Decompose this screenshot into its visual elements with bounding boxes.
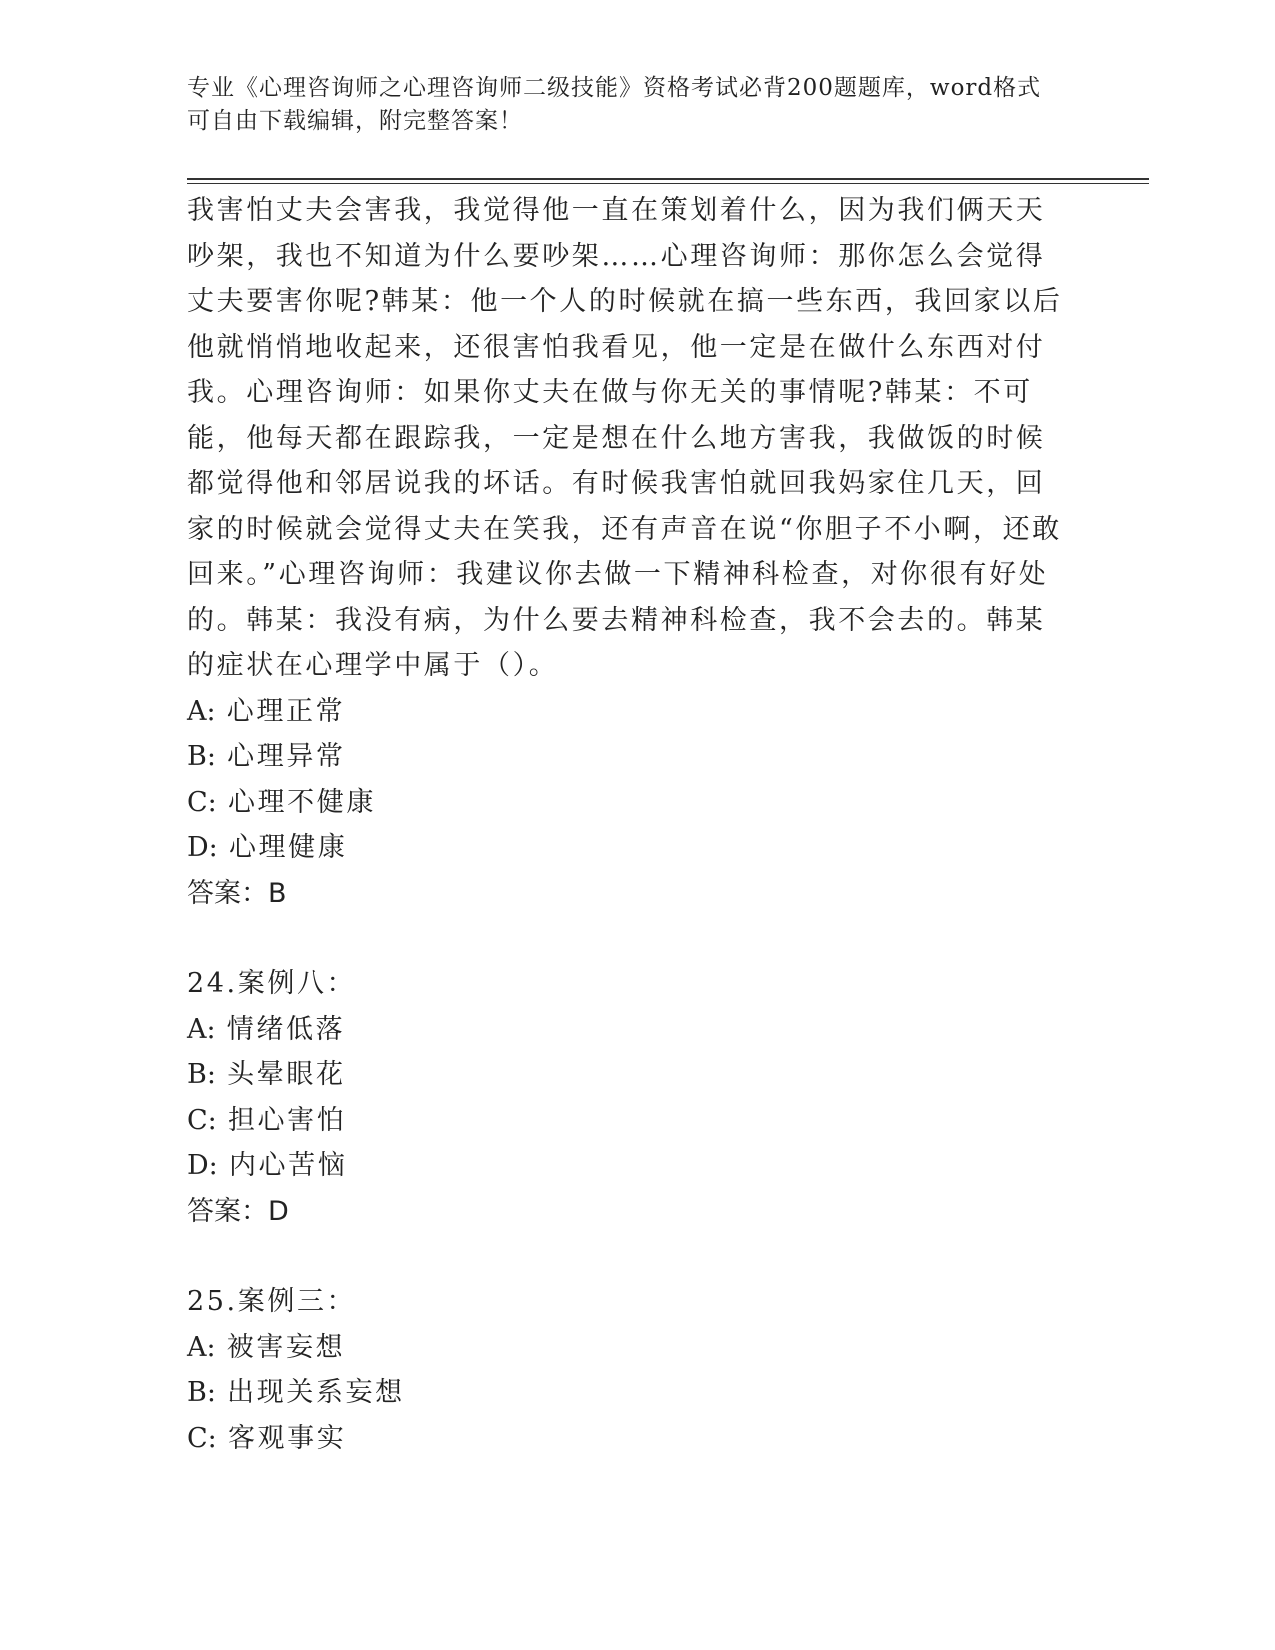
option-letter: A: <box>187 1013 216 1045</box>
option-text: 被害妄想 <box>226 1331 346 1363</box>
question-23 <box>187 188 1067 916</box>
question-25-title: 25.案例三： <box>187 1286 357 1317</box>
header-line-2: 可自由下载编辑，附完整答案！ <box>187 108 523 134</box>
option-text: 情绪低落 <box>226 1013 346 1045</box>
option-text: 心理正常 <box>226 695 346 727</box>
header-line-1: 专业《心理咨询师之心理咨询师二级技能》资格考试必背200题题库，word格式 <box>187 75 1042 101</box>
option-letter: B: <box>187 1059 216 1090</box>
question-25-option-b <box>187 1370 1067 1416</box>
option-letter: C: <box>187 1422 217 1454</box>
option-text: 心理不健康 <box>227 786 376 818</box>
option-letter: A: <box>187 695 216 727</box>
question-23-option-c <box>187 780 1067 826</box>
option-text: 内心苦恼 <box>228 1150 348 1181</box>
question-25 <box>187 1279 1067 1461</box>
option-text: 头晕眼花 <box>227 1059 346 1090</box>
question-23-option-d <box>187 825 1067 871</box>
question-24 <box>187 961 1067 1234</box>
spacer <box>187 1234 1067 1279</box>
header-divider-thick <box>187 178 1149 180</box>
question-24-title: 24.案例八： <box>187 968 357 999</box>
question-23-stem: 我害怕丈夫会害我，我觉得他一直在策划着什么，因为我们俩天天吵架，我也不知道为什么要吵架……心理咨询师：那你怎么会觉得丈夫要害你呢?韩某：他一个人的时候就在搞一些东西，我回家以后他就悄悄地收起来，还很害怕我看见，他一定是在做什么东西对付我。心理咨询师：如果你丈夫在做与你无关的事情呢?韩某：不可能，他每天都在跟踪我，一定是想在什么地方害我，我做饭的时候都觉得他和邻居说我的坏话。有时候我害怕就回我妈家住几天，回家的时候就会觉得丈夫在笑我，还有声音在说“你胆子不小啊，还敢回来。”心理咨询师：我建议你去做一下精神科检查，对你很有好处的。韩某：我没有病，为什么要去精神科检查，我不会去的。韩某的症状在心理学中属于（）。 <box>187 195 1063 681</box>
option-text: 客观事实 <box>227 1422 347 1454</box>
question-24-option-a <box>187 1007 1067 1053</box>
option-letter: D: <box>187 1150 218 1181</box>
question-23-answer: 答案：B <box>187 877 287 909</box>
document-header <box>187 72 1067 138</box>
header-divider-thin <box>187 183 1149 184</box>
option-letter: B: <box>187 741 216 772</box>
spacer <box>187 916 1067 961</box>
question-23-option-b <box>187 734 1067 780</box>
option-letter: D: <box>187 832 218 863</box>
question-24-option-c <box>187 1098 1067 1144</box>
option-letter: A: <box>187 1331 216 1363</box>
question-24-option-d <box>187 1143 1067 1189</box>
question-24-answer: 答案：D <box>187 1195 289 1227</box>
question-25-option-c <box>187 1416 1067 1462</box>
option-letter: B: <box>187 1377 216 1408</box>
option-text: 心理异常 <box>227 741 346 772</box>
option-text: 出现关系妄想 <box>227 1377 405 1408</box>
question-24-option-b <box>187 1052 1067 1098</box>
option-letter: C: <box>187 1104 217 1136</box>
document-body <box>187 188 1067 1461</box>
question-25-option-a <box>187 1325 1067 1371</box>
option-text: 担心害怕 <box>227 1104 347 1136</box>
question-23-option-a <box>187 689 1067 735</box>
option-text: 心理健康 <box>228 832 348 863</box>
option-letter: C: <box>187 786 217 818</box>
